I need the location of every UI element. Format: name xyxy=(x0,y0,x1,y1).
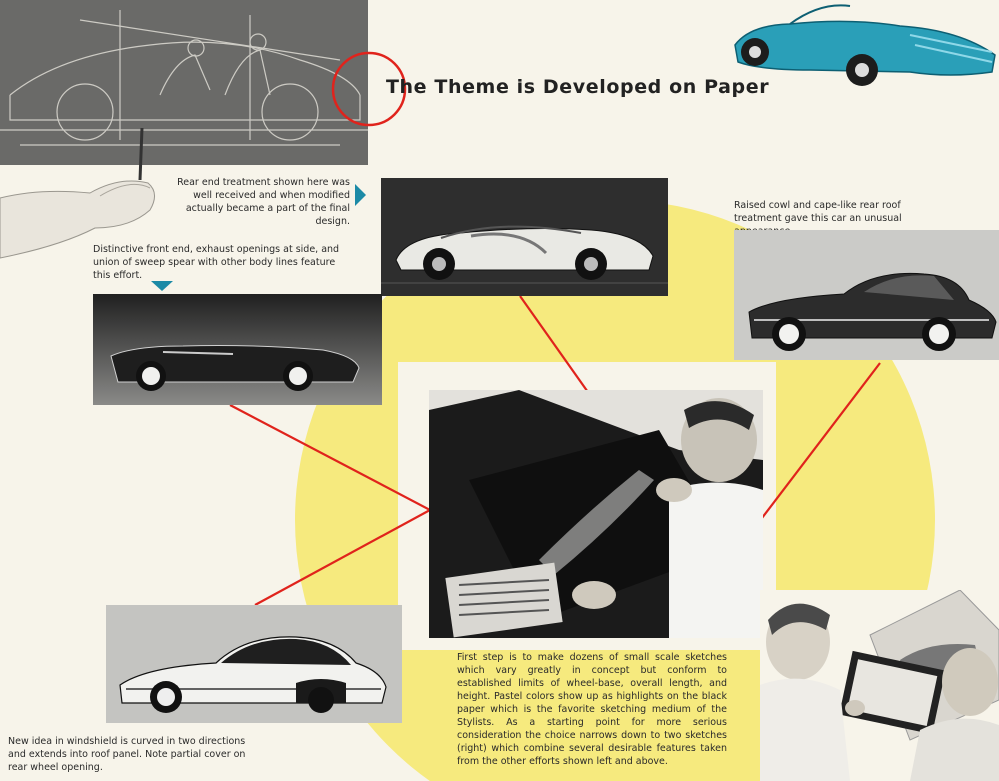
two-stylists-reviewing-sketches xyxy=(760,590,999,781)
page-title: The Theme is Developed on Paper xyxy=(386,76,770,98)
front-end-convertible-sketch xyxy=(93,294,382,405)
black-roadster-sketch xyxy=(381,178,668,296)
cape-roof-coupe-sketch xyxy=(734,230,999,360)
pointer-down-icon xyxy=(151,281,173,292)
caption-windshield: New idea in windshield is curved in two directions and extends into roof panel. Note partial cover on rear wheel opening. xyxy=(8,736,246,773)
teal-convertible-illustration xyxy=(730,0,999,92)
curved-windshield-coupe-sketch xyxy=(106,605,402,723)
caption-front-end: Distinctive front end, exhaust openings at side, and union of sweep spear with other body lines feature this effort. xyxy=(93,244,340,281)
pointer-right-icon xyxy=(355,184,367,206)
caption-raised-cowl: Raised cowl and cape-like rear roof treatment gave this car an unusual xyxy=(734,200,902,224)
hand-with-pencil xyxy=(0,118,170,260)
caption-first-step: First step is to make dozens of small scale sketches which vary greatly in concept but conform to established limits of wheel-base, overall length, and height. Pastel colors show up as highlights on the black paper which is the favorite sketching medium of the Stylists. As a starting point for more serious consideration the choice narrows down to two sketches (right) which combine several desirable features taken from the other efforts shown left and above. xyxy=(457,652,727,767)
caption-rear-end: Rear end treatment shown here was well received and when modified actually became a part of the final design. xyxy=(177,177,350,227)
stylist-sketching-photo xyxy=(429,390,763,638)
